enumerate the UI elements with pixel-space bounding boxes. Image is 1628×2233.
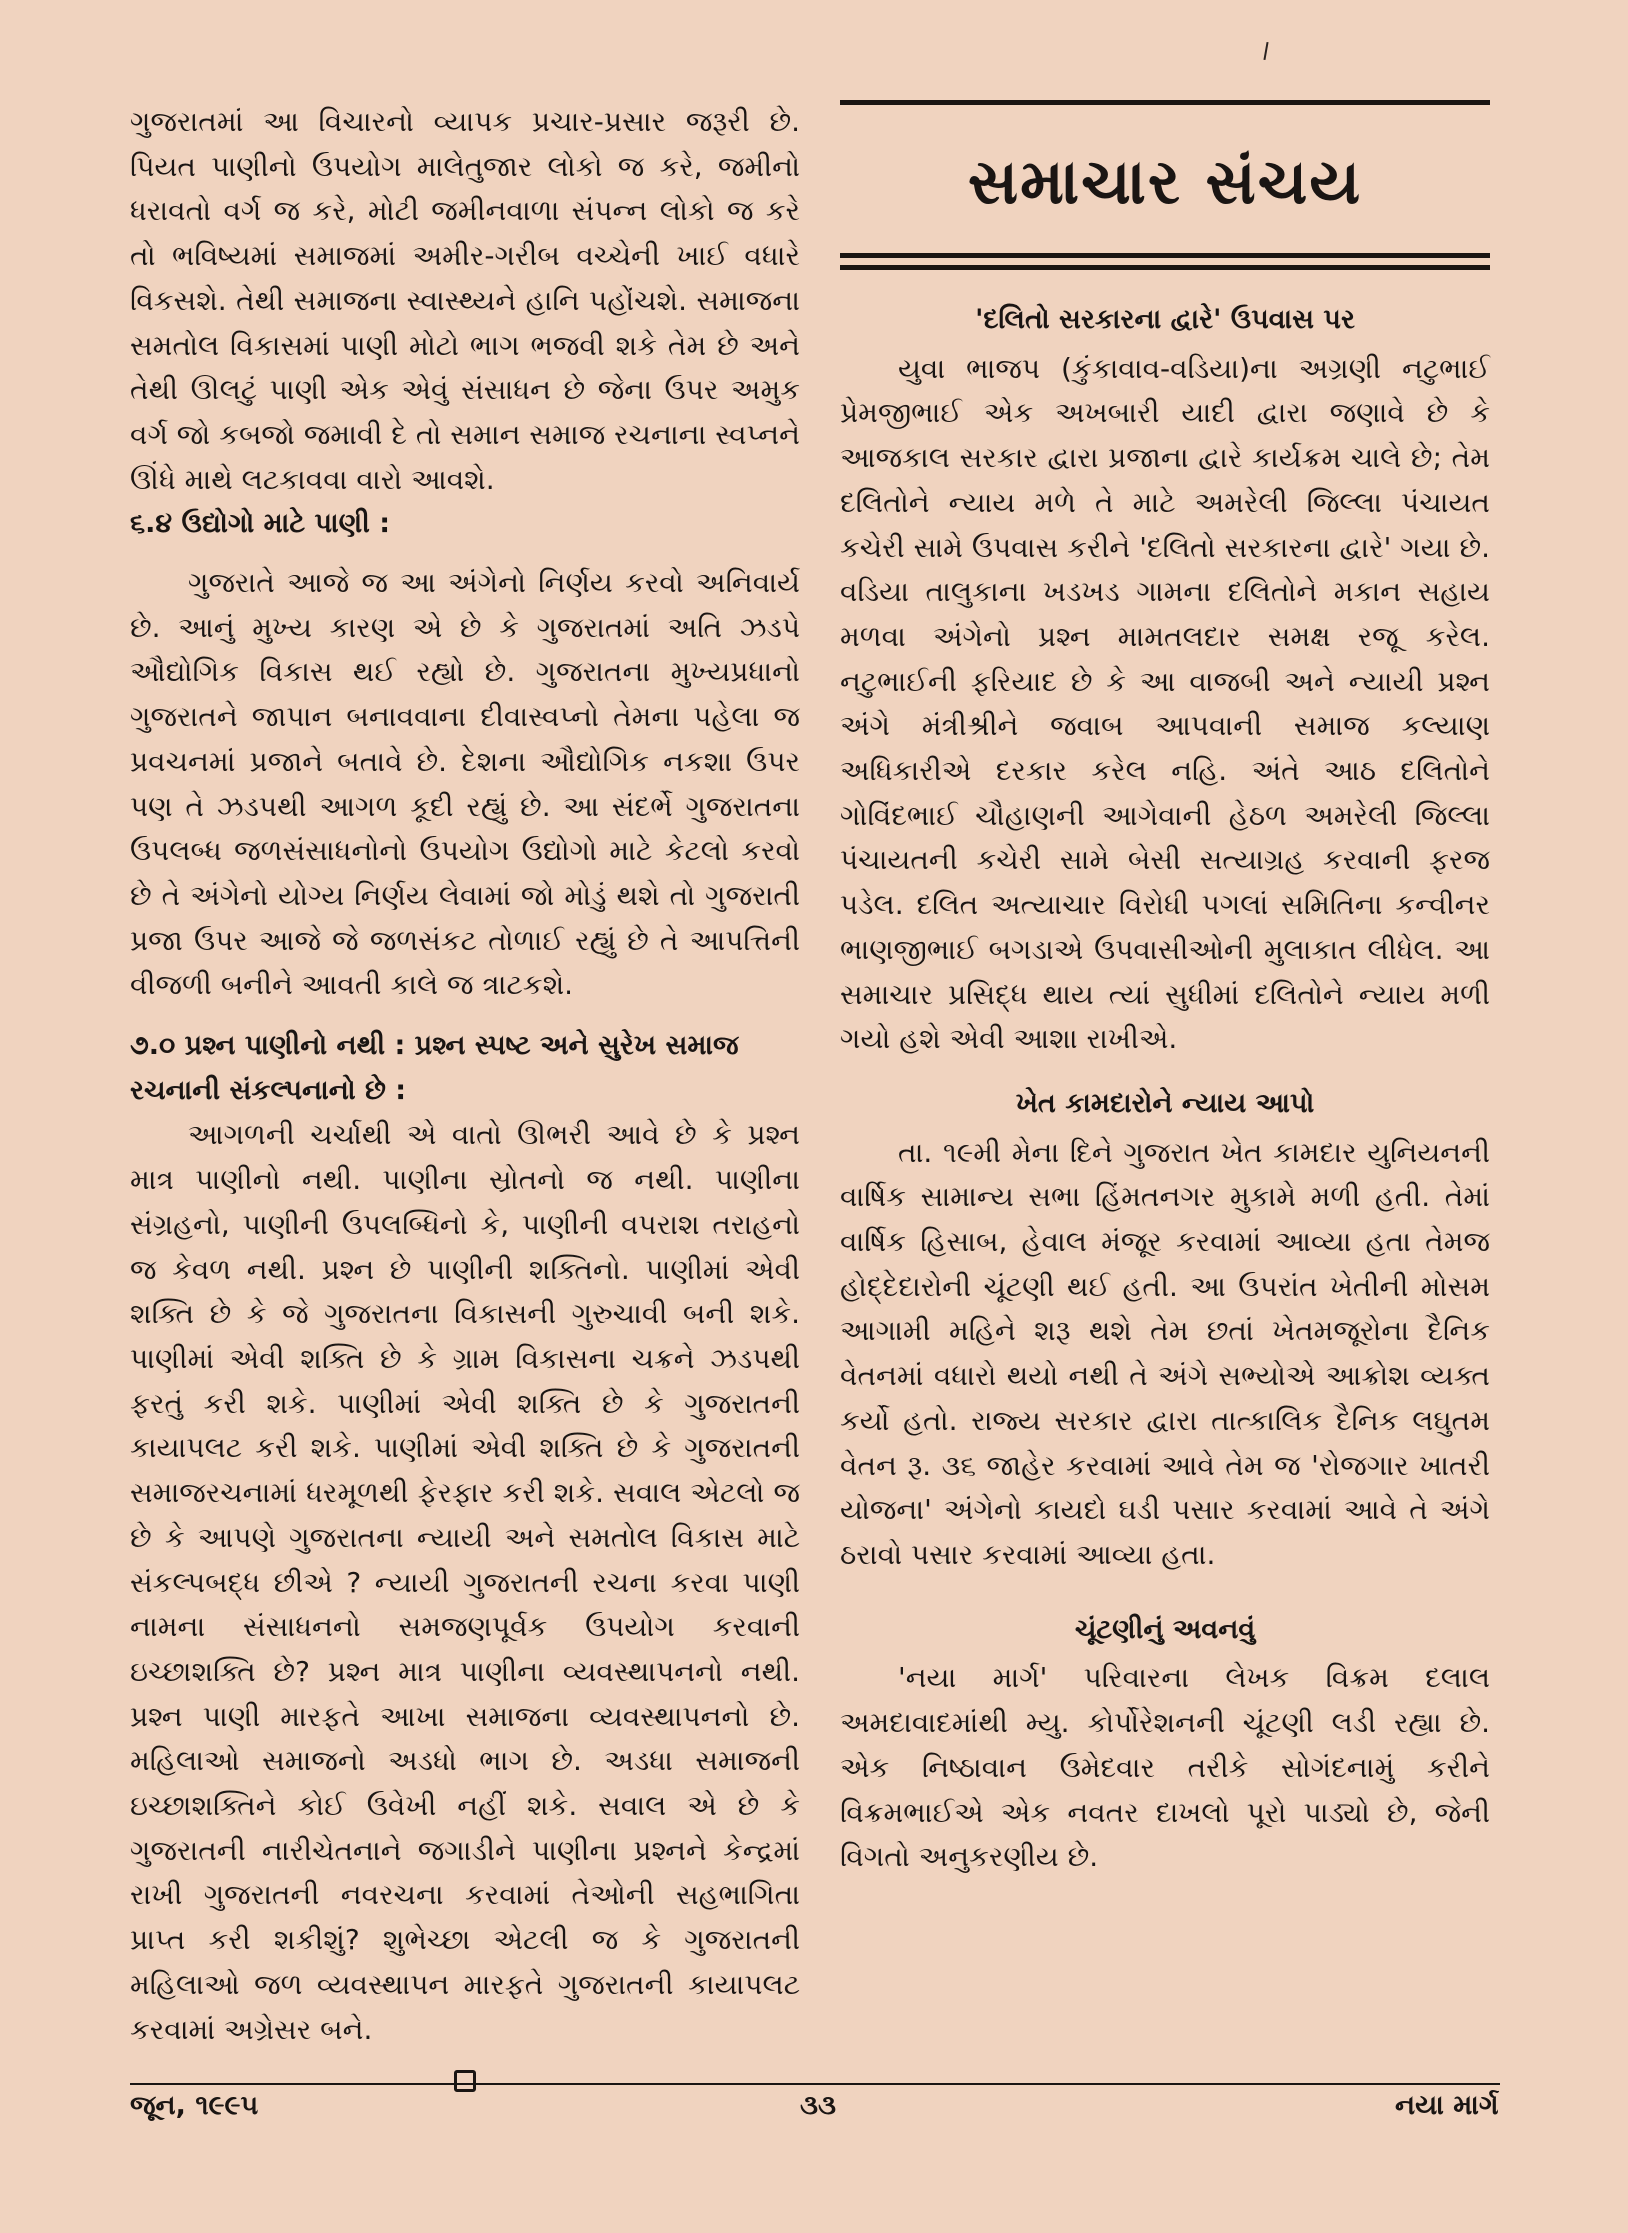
end-of-article-mark <box>454 2070 476 2092</box>
section-masthead: સમાચાર સંચય <box>967 145 1363 218</box>
footer-date: જૂન, ૧૯૯૫ <box>130 2090 259 2121</box>
footer-rule <box>130 2083 1500 2085</box>
paragraph-social-structure: આગળની ચર્ચાથી એ વાતો ઊભરી આવે છે કે પ્રશ્ન માત્ર પાણીનો નથી. પાણીના સ્રોતનો જ નથી. પાણીના સંગ્રહનો, પાણીની ઉપલબ્ધિનો કે, પાણીની વપરાશ તરાહનો જ કેવળ નથી. પ્રશ્ન છે પાણીની શક્તિનો. પાણીમાં એવી શક્તિ છે કે જે ગુજરાતના વિકાસની ગુરુચાવી બની શકે. પાણીમાં એવી શક્તિ છે કે ગ્રામ વિકાસના ચક્રને ઝડપથી ફરતું કરી શકે. પાણીમાં એવી શક્તિ છે કે ગુજરાતની કાયાપલટ કરી શકે. પાણીમાં એવી શક્તિ છે કે ગુજરાતની સમાજરચનામાં ધરમૂળથી ફેરફાર કરી શકે. સવાલ એટલો જ છે કે આપણે ગુજરાતના ન્યાયી અને સમતોલ વિકાસ માટે સંકલ્પબદ્ધ છીએ ? ન્યાયી ગુજરાતની રચના કરવા પાણી નામના સંસાધનનો સમજણપૂર્વક ઉપયોગ કરવાની ઇચ્છાશક્તિ છે? પ્રશ્ન માત્ર પાણીના વ્યવસ્થાપનનો નથી. પ્રશ્ન પાણી મારફતે આખા સમાજના વ્યવસ્થાપનનો છે. મહિલાઓ સમાજનો અડધો ભાગ છે. અડધા સમાજની ઇચ્છાશક્તિને કોઈ ઉવેખી નહીં શકે. સવાલ એ છે કે ગુજરાતની નારીચેતનાને જગાડીને પાણીના પ્રશ્નને કેન્દ્રમાં રાખી ગુજરાતની નવરચના કરવામાં તેઓની સહભાગિતા પ્રાપ્ત કરી શકીશું? શુભેચ્છા એટલી જ કે ગુજરાતની મહિલાઓ જળ વ્યવસ્થાપન મારફતે ગુજરાતની કાયાપલટ કરવામાં અગ્રેસર બને. <box>130 1118 800 2046</box>
news-body-farm-workers: તા. ૧૯મી મેના દિને ગુજરાત ખેત કામદાર યુનિયનની વાર્ષિક સામાન્ય સભા હિંમતનગર મુકામે મળી હતી. તેમાં વાર્ષિક હિસાબ, હેવાલ મંજૂર કરવામાં આવ્યા હતા તેમજ હોદ્દેદારોની ચૂંટણી થઈ હતી. આ ઉપરાંત ખેતીની મોસમ આગામી મહિને શરૂ થશે તેમ છતાં ખેતમજૂરોના દૈનિક વેતનમાં વધારો થયો નથી તે અંગે સભ્યોએ આક્રોશ વ્યક્ત કર્યો હતો. રાજ્ય સરકાર દ્વારા તાત્કાલિક દૈનિક લઘુતમ વેતન રૂ. ૩૬ જાહેર કરવામાં આવે તેમ જ 'રોજગાર ખાતરી યોજના' અંગેનો કાયદો ઘડી પસાર કરવામાં આવે તે અંગે ઠરાવો પસાર કરવામાં આવ્યા હતા. <box>840 1135 1490 1571</box>
footer-magazine-name: નયા માર્ગ <box>1395 2090 1499 2121</box>
masthead-bottom-rule-2 <box>840 265 1490 270</box>
left-column <box>130 100 800 2092</box>
news-body-election: 'નયા માર્ગ' પરિવારના લેખક વિક્રમ દલાલ અમદાવાદમાંથી મ્યુ. કોર્પોરેશનની ચૂંટણી લડી રહ્યા છે. એક નિષ્ઠાવાન ઉમેદવાર તરીકે સોગંદનામું કરીને વિક્રમભાઈએ એક નવતર દાખલો પૂરો પાડ્યો છે, જેની વિગતો અનુકરણીય છે. <box>840 1661 1490 1874</box>
section-heading-industry-water: ૬.૪ ઉદ્યોગો માટે પાણી : <box>130 508 391 540</box>
paragraph-industry-water: ગુજરાતે આજે જ આ અંગેનો નિર્ણય કરવો અનિવાર્ય છે. આનું મુખ્ય કારણ એ છે કે ગુજરાતમાં અતિ ઝડપે ઔદ્યોગિક વિકાસ થઈ રહ્યો છે. ગુજરાતના મુખ્યપ્રધાનો ગુજરાતને જાપાન બનાવવાના દીવાસ્વપ્નો તેમના પહેલા જ પ્રવચનમાં પ્રજાને બતાવે છે. દેશના ઔદ્યોગિક નકશા ઉપર પણ તે ઝડપથી આગળ કૂદી રહ્યું છે. આ સંદર્ભે ગુજરાતના ઉપલબ્ધ જળસંસાધનોનો ઉપયોગ ઉદ્યોગો માટે કેટલો કરવો છે તે અંગેનો યોગ્ય નિર્ણય લેવામાં જો મોડું થશે તો ગુજરાતી પ્રજા ઉપર આજે જે જળસંકટ તોળાઈ રહ્યું છે તે આપત્તિની વીજળી બનીને આવતી કાલે જ ત્રાટકશે. <box>130 566 800 1002</box>
section-heading-social-structure: ૭.૦ પ્રશ્ન પાણીનો નથી : પ્રશ્ન સ્પષ્ટ અને સુરેખ સમાજ રચનાની સંકલ્પનાનો છે : <box>130 1030 739 1106</box>
news-headline-dalit-fast: 'દલિતો સરકારના દ્વારે' ઉપવાસ પર <box>975 304 1355 335</box>
news-headline-farm-workers: ખેત કામદારોને ન્યાય આપો <box>1015 1087 1315 1119</box>
paragraph-water-equity: ગુજરાતમાં આ વિચારનો વ્યાપક પ્રચાર-પ્રસાર જરૂરી છે. પિયત પાણીનો ઉપયોગ માલેતુજાર લોકો જ કરે, જમીનો ધરાવતો વર્ગ જ કરે, મોટી જમીનવાળા સંપન્ન લોકો જ કરે તો ભવિષ્યમાં સમાજમાં અમીર-ગરીબ વચ્ચેની ખાઈ વધારે વિકસશે. તેથી સમાજના સ્વાસ્થ્યને હાનિ પહોંચશે. સમાજના સમતોલ વિકાસમાં પાણી મોટો ભાગ ભજવી શકે તેમ છે અને તેથી ઊલટું પાણી એક એવું સંસાધન છે જેના ઉપર અમુક વર્ગ જો કબજો જમાવી દે તો સમાન સમાજ રચનાના સ્વપ્નને ઊંધે માથે લટકાવવા વારો આવશે. <box>130 105 800 496</box>
right-column <box>840 100 1490 1880</box>
footer-page-number: ૩૩ <box>800 2090 836 2121</box>
news-body-dalit-fast: યુવા ભાજપ (કુંકાવાવ-વડિયા)ના અગ્રણી નટુભાઈ પ્રેમજીભાઈ એક અખબારી યાદી દ્વારા જણાવે છે કે આજકાલ સરકાર દ્વારા પ્રજાના દ્વારે કાર્યક્રમ ચાલે છે; તેમ દલિતોને ન્યાય મળે તે માટે અમરેલી જિલ્લા પંચાયત કચેરી સામે ઉપવાસ કરીને 'દલિતો સરકારના દ્વારે' ગયા છે. વડિયા તાલુકાના ખડખડ ગામના દલિતોને મકાન સહાય મળવા અંગેનો પ્રશ્ન મામતલદાર સમક્ષ રજૂ કરેલ. નટુભાઈની ફરિયાદ છે કે આ વાજબી અને ન્યાયી પ્રશ્ન અંગે મંત્રીશ્રીને જવાબ આપવાની સમાજ કલ્યાણ અધિકારીએ દરકાર કરેલ નહિ. અંતે આઠ દલિતોને ગોવિંદભાઈ ચૌહાણની આગેવાની હેઠળ અમરેલી જિલ્લા પંચાયતની કચેરી સામે બેસી સત્યાગ્રહ કરવાની ફરજ પડેલ. દલિત અત્યાચાર વિરોધી પગલાં સમિતિના કન્વીનર ભાણજીભાઈ બગડાએ ઉપવાસીઓની મુલાકાત લીધેલ. આ સમાચાર પ્રસિદ્ધ થાય ત્યાં સુધીમાં દલિતોને ન્યાય મળી ગયો હશે એવી આશા રાખીએ. <box>840 351 1490 1056</box>
news-headline-election: ચૂંટણીનું અવનવું <box>1074 1613 1256 1645</box>
pen-mark <box>1263 42 1268 60</box>
